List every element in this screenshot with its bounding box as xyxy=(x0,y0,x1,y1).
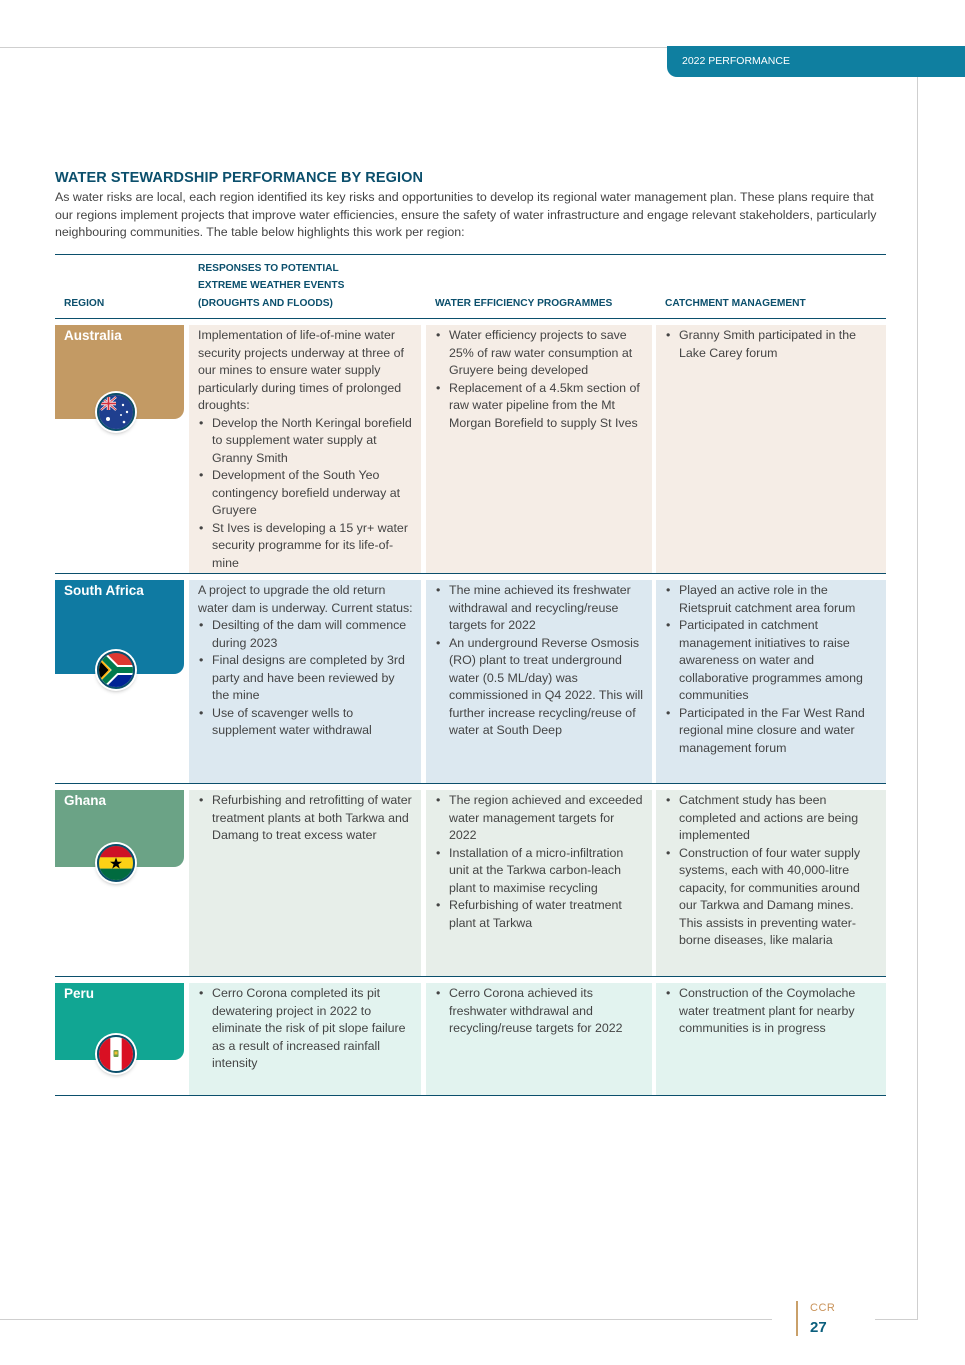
cell-catchment-australia xyxy=(656,325,886,573)
list-item: • Refurbishing of water treatment plant at Tarkwa xyxy=(435,897,644,932)
cell-efficiency-south-africa xyxy=(426,580,652,783)
list-item: • Catchment study has been completed and actions are being implemented xyxy=(665,792,878,845)
list-item: • Granny Smith participated in the Lake Carey forum xyxy=(665,327,878,362)
list-item: • Desilting of the dam will commence during 2023 xyxy=(198,617,413,652)
page-title: WATER STEWARDSHIP PERFORMANCE BY REGION xyxy=(55,170,424,186)
column-header-responses-line: (DROUGHTS AND FLOODS) xyxy=(198,297,333,309)
table-row-peru xyxy=(55,977,886,1096)
cell-responses-australia xyxy=(189,325,421,573)
column-header-responses-line: RESPONSES TO POTENTIAL xyxy=(198,262,339,274)
cell-efficiency-ghana xyxy=(426,790,652,976)
intro-paragraph: As water risks are local, each region identified its key risks and opportunities to develop its regional water management plan. These plans require that our regions implement projects that improve water efficiencies, ensure the safety of water infrastructure and engage relevant stakeholders, particularly neighbouring communities. The table below highlights this work per region: xyxy=(55,190,877,239)
cell-responses-peru xyxy=(189,983,421,1095)
ghana-flag-icon xyxy=(97,844,135,882)
column-header-responses-line: EXTREME WEATHER EVENTS xyxy=(198,280,345,291)
peru-flag-icon xyxy=(97,1035,135,1073)
list-item: • Participated in the Far West Rand regional mine closure and water management forum xyxy=(665,705,878,758)
responses-intro: A project to upgrade the old return water dam is underway. Current status: xyxy=(198,583,413,615)
column-header-responses xyxy=(198,260,398,313)
list-item: • Water efficiency projects to save 25% of raw water consumption at Gruyere being developed xyxy=(435,327,644,380)
region-name: Peru xyxy=(64,986,95,1001)
bottom-rule xyxy=(0,1319,772,1320)
list-item: • The mine achieved its freshwater withdrawal and recycling/reuse targets for 2022 xyxy=(435,582,644,635)
cell-responses-south-africa xyxy=(189,580,421,783)
list-item: • Development of the South Yeo contingency borefield underway at Gruyere xyxy=(198,467,413,520)
table-header xyxy=(55,254,886,319)
responses-intro: Implementation of life-of-mine water security projects underway at three of our mines to ensure water supply particularly during times of prolonged droughts: xyxy=(198,328,404,412)
south-africa-flag-icon xyxy=(97,651,135,689)
list-item: • Construction of four water supply systems, each with 40,000-litre capacity, for communities around our Tarkwa and Damang mines. This assists in preventing water-borne diseases, like malaria xyxy=(665,845,878,950)
list-item: • Participated in catchment management initiatives to raise awareness on water and collaborative programmes among communities xyxy=(665,617,878,705)
list-item: • Cerro Corona achieved its freshwater withdrawal and recycling/reuse targets for 2022 xyxy=(435,985,644,1038)
table-row-australia xyxy=(55,319,886,574)
list-item: • An underground Reverse Osmosis (RO) plant to treat underground water (0.5 ML/day) was commissioned in Q4 2022. This will further increase recycling/reuse of water at South Deep xyxy=(435,635,644,740)
region-name: Australia xyxy=(64,328,122,343)
region-name: Ghana xyxy=(64,793,107,808)
list-item: • Replacement of a 4.5km section of raw water pipeline from the Mt Morgan Borefield to supply St Ives xyxy=(435,380,644,433)
cell-catchment-peru xyxy=(656,983,886,1095)
list-item: • The region achieved and exceeded water management targets for 2022 xyxy=(435,792,644,845)
cell-efficiency-australia xyxy=(426,325,652,573)
list-item: • Installation of a micro-infiltration unit at the Tarkwa carbon-leach plant to maximise recycling xyxy=(435,845,644,898)
list-item: • Develop the North Keringal borefield to supplement water supply at Granny Smith xyxy=(198,415,413,468)
table-row-south-africa xyxy=(55,574,886,784)
list-item: • St Ives is developing a 15 yr+ water security programme for its life-of-mine xyxy=(198,520,413,573)
cell-efficiency-peru xyxy=(426,983,652,1095)
australia-flag-icon xyxy=(97,393,135,431)
cell-catchment-ghana xyxy=(656,790,886,976)
column-header-catchment: CATCHMENT MANAGEMENT xyxy=(665,297,806,309)
page-number: 27 xyxy=(810,1319,827,1336)
list-item: • Use of scavenger wells to supplement water withdrawal xyxy=(198,705,413,740)
cell-responses-ghana xyxy=(189,790,421,976)
table-row-ghana xyxy=(55,784,886,977)
list-item: • Construction of the Coymolache water treatment plant for nearby communities is in progress xyxy=(665,985,878,1038)
footer-separator xyxy=(796,1301,798,1336)
region-name: South Africa xyxy=(64,583,144,598)
region-table xyxy=(55,254,886,1096)
column-header-region: REGION xyxy=(64,297,105,309)
list-item: • Final designs are completed by 3rd party and have been reviewed by the mine xyxy=(198,652,413,705)
top-rule xyxy=(0,47,667,48)
list-item: • Cerro Corona completed its pit dewatering project in 2022 to eliminate the risk of pit slope failure as a result of increased rainfall intensity xyxy=(198,985,413,1073)
column-header-efficiency: WATER EFFICIENCY PROGRAMMES xyxy=(435,297,613,309)
list-item: • Played an active role in the Rietspruit catchment area forum xyxy=(665,582,878,617)
list-item: • Refurbishing and retrofitting of water treatment plants at both Tarkwa and Damang to treat excess water xyxy=(198,792,413,845)
right-rule xyxy=(917,77,918,1320)
footer-brand: CCR xyxy=(810,1302,836,1314)
section-tab: 2022 PERFORMANCE xyxy=(667,46,965,77)
right-foot-rule xyxy=(875,1319,918,1320)
cell-catchment-south-africa xyxy=(656,580,886,783)
